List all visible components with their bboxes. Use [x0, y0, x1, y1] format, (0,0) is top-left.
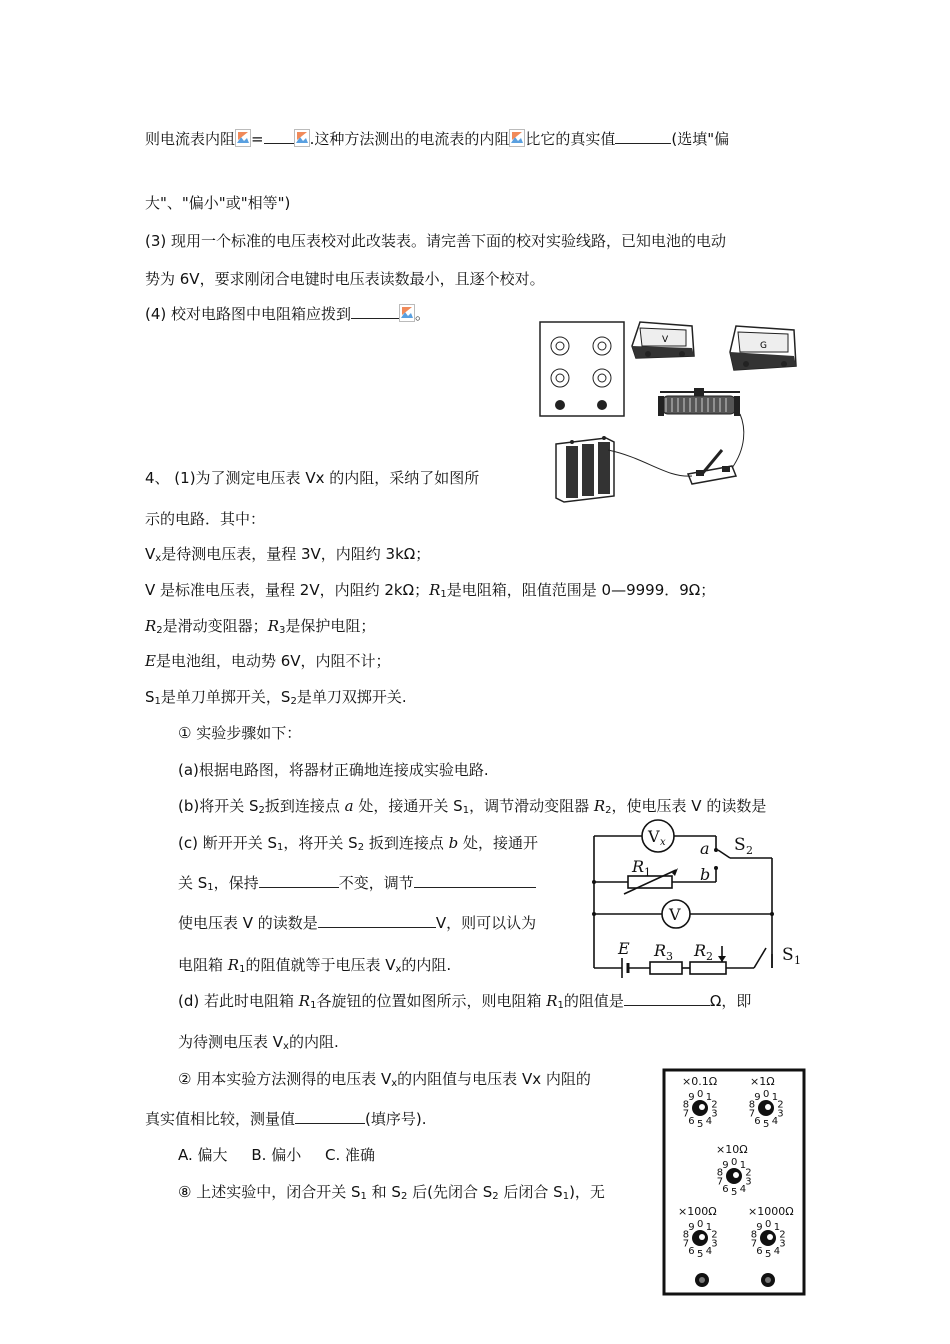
dial-digit: 4 [773, 1246, 781, 1258]
text-line: 关 $S_1$，保持 不变，调节 [178, 873, 536, 893]
v-label: V [669, 905, 681, 924]
s1-sub-label: 1 [794, 954, 801, 967]
dial-digit: 8 [748, 1099, 756, 1111]
dial-digit: 7 [682, 1108, 690, 1120]
dial-digit: 3 [711, 1108, 718, 1120]
r3-label: R [654, 941, 667, 960]
apparatus-figure [536, 318, 806, 508]
text-line: (4) 校对电路图中电阻箱应拨到 。 [145, 305, 431, 323]
text-line: $R_2$是滑动变阻器；$R_3$是保护电阻； [145, 617, 376, 636]
text-line: ② 用本实验方法测得的电压表 $V_x$的内阻值与电压表 Vx 内阻的 [178, 1070, 591, 1089]
dial-digit: 2 [777, 1099, 784, 1111]
dial-x1000-label: ×1000Ω [748, 1205, 794, 1218]
text-line: (a)根据电路图，将器材正确地连接成实验电路. [178, 761, 489, 779]
s2-sub-label: 2 [746, 844, 753, 857]
dial-digit: 9 [688, 1221, 695, 1233]
dial-digit: 7 [750, 1238, 758, 1250]
text-line: E是电池组，电动势 6V，内阻不计； [145, 652, 391, 670]
text-line: 势为 6V，要求刚闭合电键时电压表读数最小，且逐个校对。 [145, 270, 545, 288]
dial-digit: 5 [697, 1249, 704, 1260]
dial-digit: 2 [745, 1167, 752, 1179]
text-line: 示的电路．其中： [145, 510, 266, 528]
text-line: 真实值相比较，测量值 (填序号). [145, 1110, 427, 1128]
dial-digit: 0 [763, 1089, 770, 1100]
text-line: 4、 (1)为了测定电压表 Vx 的内阻，采纳了如图所 [145, 469, 480, 487]
r2-label: R [694, 941, 707, 960]
dial-digit: 8 [716, 1167, 724, 1179]
dial-digit: 1 [739, 1159, 747, 1171]
text-line: 则电流表内阻 = .这种方法测出的电流表的内阻 比它的真实值 (选填"偏 [145, 130, 730, 148]
voltmeter-device [632, 322, 694, 358]
text-line: (3) 现用一个标准的电压表校对此改装表。请完善下面的校对实验线路，已知电池的电动 [145, 232, 727, 250]
galvanometer-label: G [760, 341, 767, 351]
dial-digit: 7 [682, 1238, 690, 1250]
rheostat-device [658, 388, 740, 416]
text-line: 电阻箱 $R_1$的阻值就等于电压表 $V_x$的内阻. [178, 956, 452, 975]
dial-digit: 3 [745, 1176, 752, 1188]
dial-digit: 7 [748, 1108, 756, 1120]
dial-digit: 6 [688, 1116, 695, 1128]
dial-digit: 1 [773, 1221, 781, 1233]
dial-digit: 1 [705, 1221, 713, 1233]
dial-digit: 4 [771, 1116, 779, 1128]
s2-label: S [734, 835, 746, 855]
text-line: (c) 断开开关 $S_1$，将开关 $S_2$ 扳到连接点 b 处，接通开 [178, 834, 538, 853]
galvanometer-device [730, 326, 796, 370]
dial-digit: 8 [750, 1229, 758, 1241]
resistance-box-figure [662, 1068, 806, 1296]
dial-digit: 9 [688, 1091, 695, 1103]
r1-sub-label: 1 [644, 866, 651, 879]
dial-digit: 3 [711, 1238, 718, 1250]
circuit-diagram [588, 818, 810, 978]
node-a-label: a [700, 839, 710, 858]
dial-x10-label: ×10Ω [716, 1143, 748, 1156]
dial-digit: 3 [779, 1238, 786, 1250]
dial-digit: 9 [722, 1159, 729, 1171]
battery-device [556, 436, 614, 502]
text-line: $S_1$是单刀单掷开关，$S_2$是单刀双掷开关. [145, 688, 407, 707]
node-b-label: b [700, 865, 711, 884]
dial-digit: 6 [688, 1246, 695, 1258]
dial-digit: 1 [771, 1091, 779, 1103]
text-line: 使电压表 V 的读数是 V，则可以认为 [178, 914, 537, 932]
dial-digit: 5 [697, 1119, 704, 1130]
dial-x0.1-label: ×0.1Ω [682, 1075, 718, 1088]
broken-image-icon [509, 129, 525, 147]
dial-digit: 3 [777, 1108, 784, 1120]
text-line: A. 偏大 B. 偏小 C. 准确 [178, 1146, 376, 1164]
dial-digit: 4 [739, 1184, 747, 1196]
dial-digit: 0 [765, 1219, 772, 1230]
dial-digit: 2 [779, 1229, 786, 1241]
dial-digit: 2 [711, 1229, 718, 1241]
dial-digit: 5 [731, 1187, 738, 1198]
dial-digit: 4 [705, 1246, 713, 1258]
text-line: (d) 若此时电阻箱 $R_1$各旋钮的位置如图所示，则电阻箱 $R_1$的阻值是 Ω，即 [178, 992, 752, 1011]
e-label: E [618, 939, 630, 958]
broken-image-icon [235, 129, 251, 147]
dial-x100-label: ×100Ω [678, 1205, 717, 1218]
dial-digit: 5 [765, 1249, 772, 1260]
text-line: V 是标准电压表，量程 2V，内阻约 2kΩ；$R_1$是电阻箱，阻值范围是 0—9999．9Ω； [145, 581, 716, 600]
text-line: 为待测电压表 $V_x$的内阻. [178, 1033, 339, 1052]
text-line: (b)将开关 $S_2$扳到连接点 a 处，接通开关 $S_1$，调节滑动变阻器 $R_2$，使电压表 V 的读数是 [178, 797, 767, 816]
dial-digit: 2 [711, 1099, 718, 1111]
dial-digit: 6 [756, 1246, 763, 1258]
dial-digit: 8 [682, 1229, 690, 1241]
r3-sub-label: 3 [666, 950, 673, 963]
dial-digit: 4 [705, 1116, 713, 1128]
dial-digit: 1 [705, 1091, 713, 1103]
r2-sub-label: 2 [706, 950, 713, 963]
s1-label: S [782, 945, 794, 965]
dial-digit: 8 [682, 1099, 690, 1111]
dial-x1-label: ×1Ω [750, 1075, 775, 1088]
dial-digit: 0 [697, 1089, 704, 1100]
dial-digit: 7 [716, 1176, 724, 1188]
broken-image-icon [399, 304, 415, 322]
broken-image-icon [294, 129, 310, 147]
knife-switch-device [688, 450, 736, 484]
dial-digit: 6 [754, 1116, 761, 1128]
dial-digit: 6 [722, 1184, 729, 1196]
dial-digit: 0 [731, 1157, 738, 1168]
dial-digit: 9 [756, 1221, 763, 1233]
voltmeter-label: V [662, 335, 669, 345]
dial-digit: 0 [697, 1219, 704, 1230]
dial-digit: 5 [763, 1119, 770, 1130]
vx-sub-label: x [660, 837, 666, 848]
r1-label: R [632, 857, 645, 876]
dial-digit: 9 [754, 1091, 761, 1103]
text-line: ⑧ 上述实验中，闭合开关 $S_1$ 和 $S_2$ 后(先闭合 $S_2$ 后闭合 $S_1$)，无 [178, 1183, 605, 1202]
text-line: ① 实验步骤如下： [178, 724, 302, 742]
text-line: $V_x$是待测电压表，量程 3V，内阻约 3kΩ； [145, 545, 431, 564]
text-line: 大"、"偏小"或"相等") [145, 194, 291, 212]
vx-label: V [648, 827, 660, 846]
resistance-box-device [540, 322, 624, 416]
